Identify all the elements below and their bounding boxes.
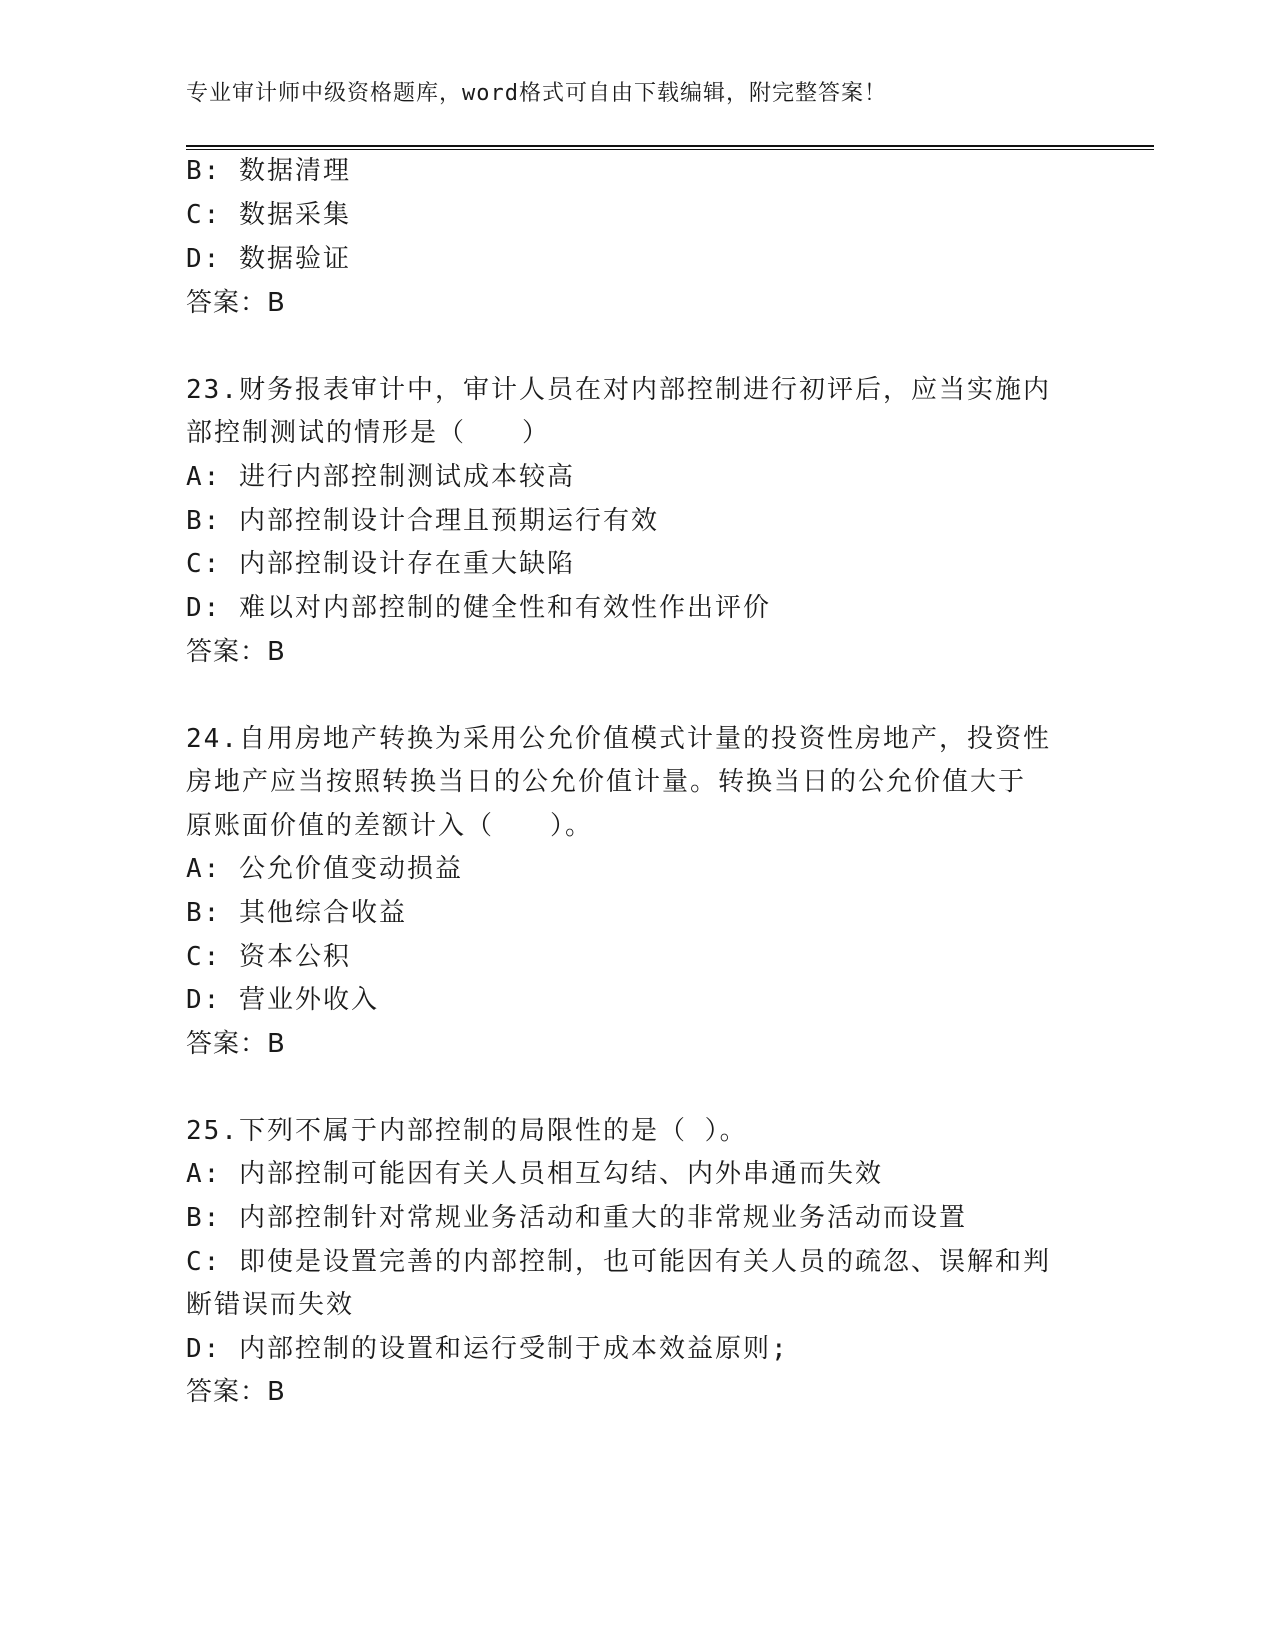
q22-answer: 答案：B [186, 288, 286, 318]
q23-option-a: A: 进行内部控制测试成本较高 [186, 462, 575, 492]
q24-stem-line-2: 房地产应当按照转换当日的公允价值计量。转换当日的公允价值大于 [186, 767, 1027, 797]
q22-option-b: B: 数据清理 [186, 156, 351, 186]
q23-option-c: C: 内部控制设计存在重大缺陷 [186, 549, 575, 579]
q25-answer: 答案：B [186, 1377, 286, 1407]
header-divider [186, 145, 1154, 150]
q25-option-c-line-1: C: 即使是设置完善的内部控制，也可能因有关人员的疏忽、误解和判 [186, 1247, 1051, 1277]
page-header: 专业审计师中级资格题库，word格式可自由下载编辑，附完整答案！ [186, 81, 887, 106]
q23-stem-line-2: 部控制测试的情形是（ ） [186, 418, 551, 448]
q23-answer: 答案：B [186, 637, 286, 667]
q25-option-c-line-2: 断错误而失效 [186, 1290, 355, 1320]
q24-option-c: C: 资本公积 [186, 942, 351, 972]
q24-stem-line-1: 24.自用房地产转换为采用公允价值模式计量的投资性房地产，投资性 [186, 724, 1051, 754]
q24-answer: 答案：B [186, 1029, 286, 1059]
q25-option-b: B: 内部控制针对常规业务活动和重大的非常规业务活动而设置 [186, 1203, 967, 1233]
q24-stem-line-3: 原账面价值的差额计入（ ）。 [186, 811, 594, 841]
q23-option-b: B: 内部控制设计合理且预期运行有效 [186, 506, 659, 536]
q25-option-d: D: 内部控制的设置和运行受制于成本效益原则; [186, 1334, 789, 1364]
q22-option-d: D: 数据验证 [186, 244, 351, 274]
q23-stem-line-1: 23.财务报表审计中，审计人员在对内部控制进行初评后，应当实施内 [186, 375, 1051, 405]
q25-option-a: A: 内部控制可能因有关人员相互勾结、内外串通而失效 [186, 1159, 883, 1189]
q23-option-d: D: 难以对内部控制的健全性和有效性作出评价 [186, 593, 771, 623]
q22-option-c: C: 数据采集 [186, 200, 351, 230]
q24-option-b: B: 其他综合收益 [186, 898, 407, 928]
q24-option-d: D: 营业外收入 [186, 985, 379, 1015]
q25-stem-line-1: 25.下列不属于内部控制的局限性的是（ ）。 [186, 1116, 748, 1146]
q24-option-a: A: 公允价值变动损益 [186, 854, 463, 884]
